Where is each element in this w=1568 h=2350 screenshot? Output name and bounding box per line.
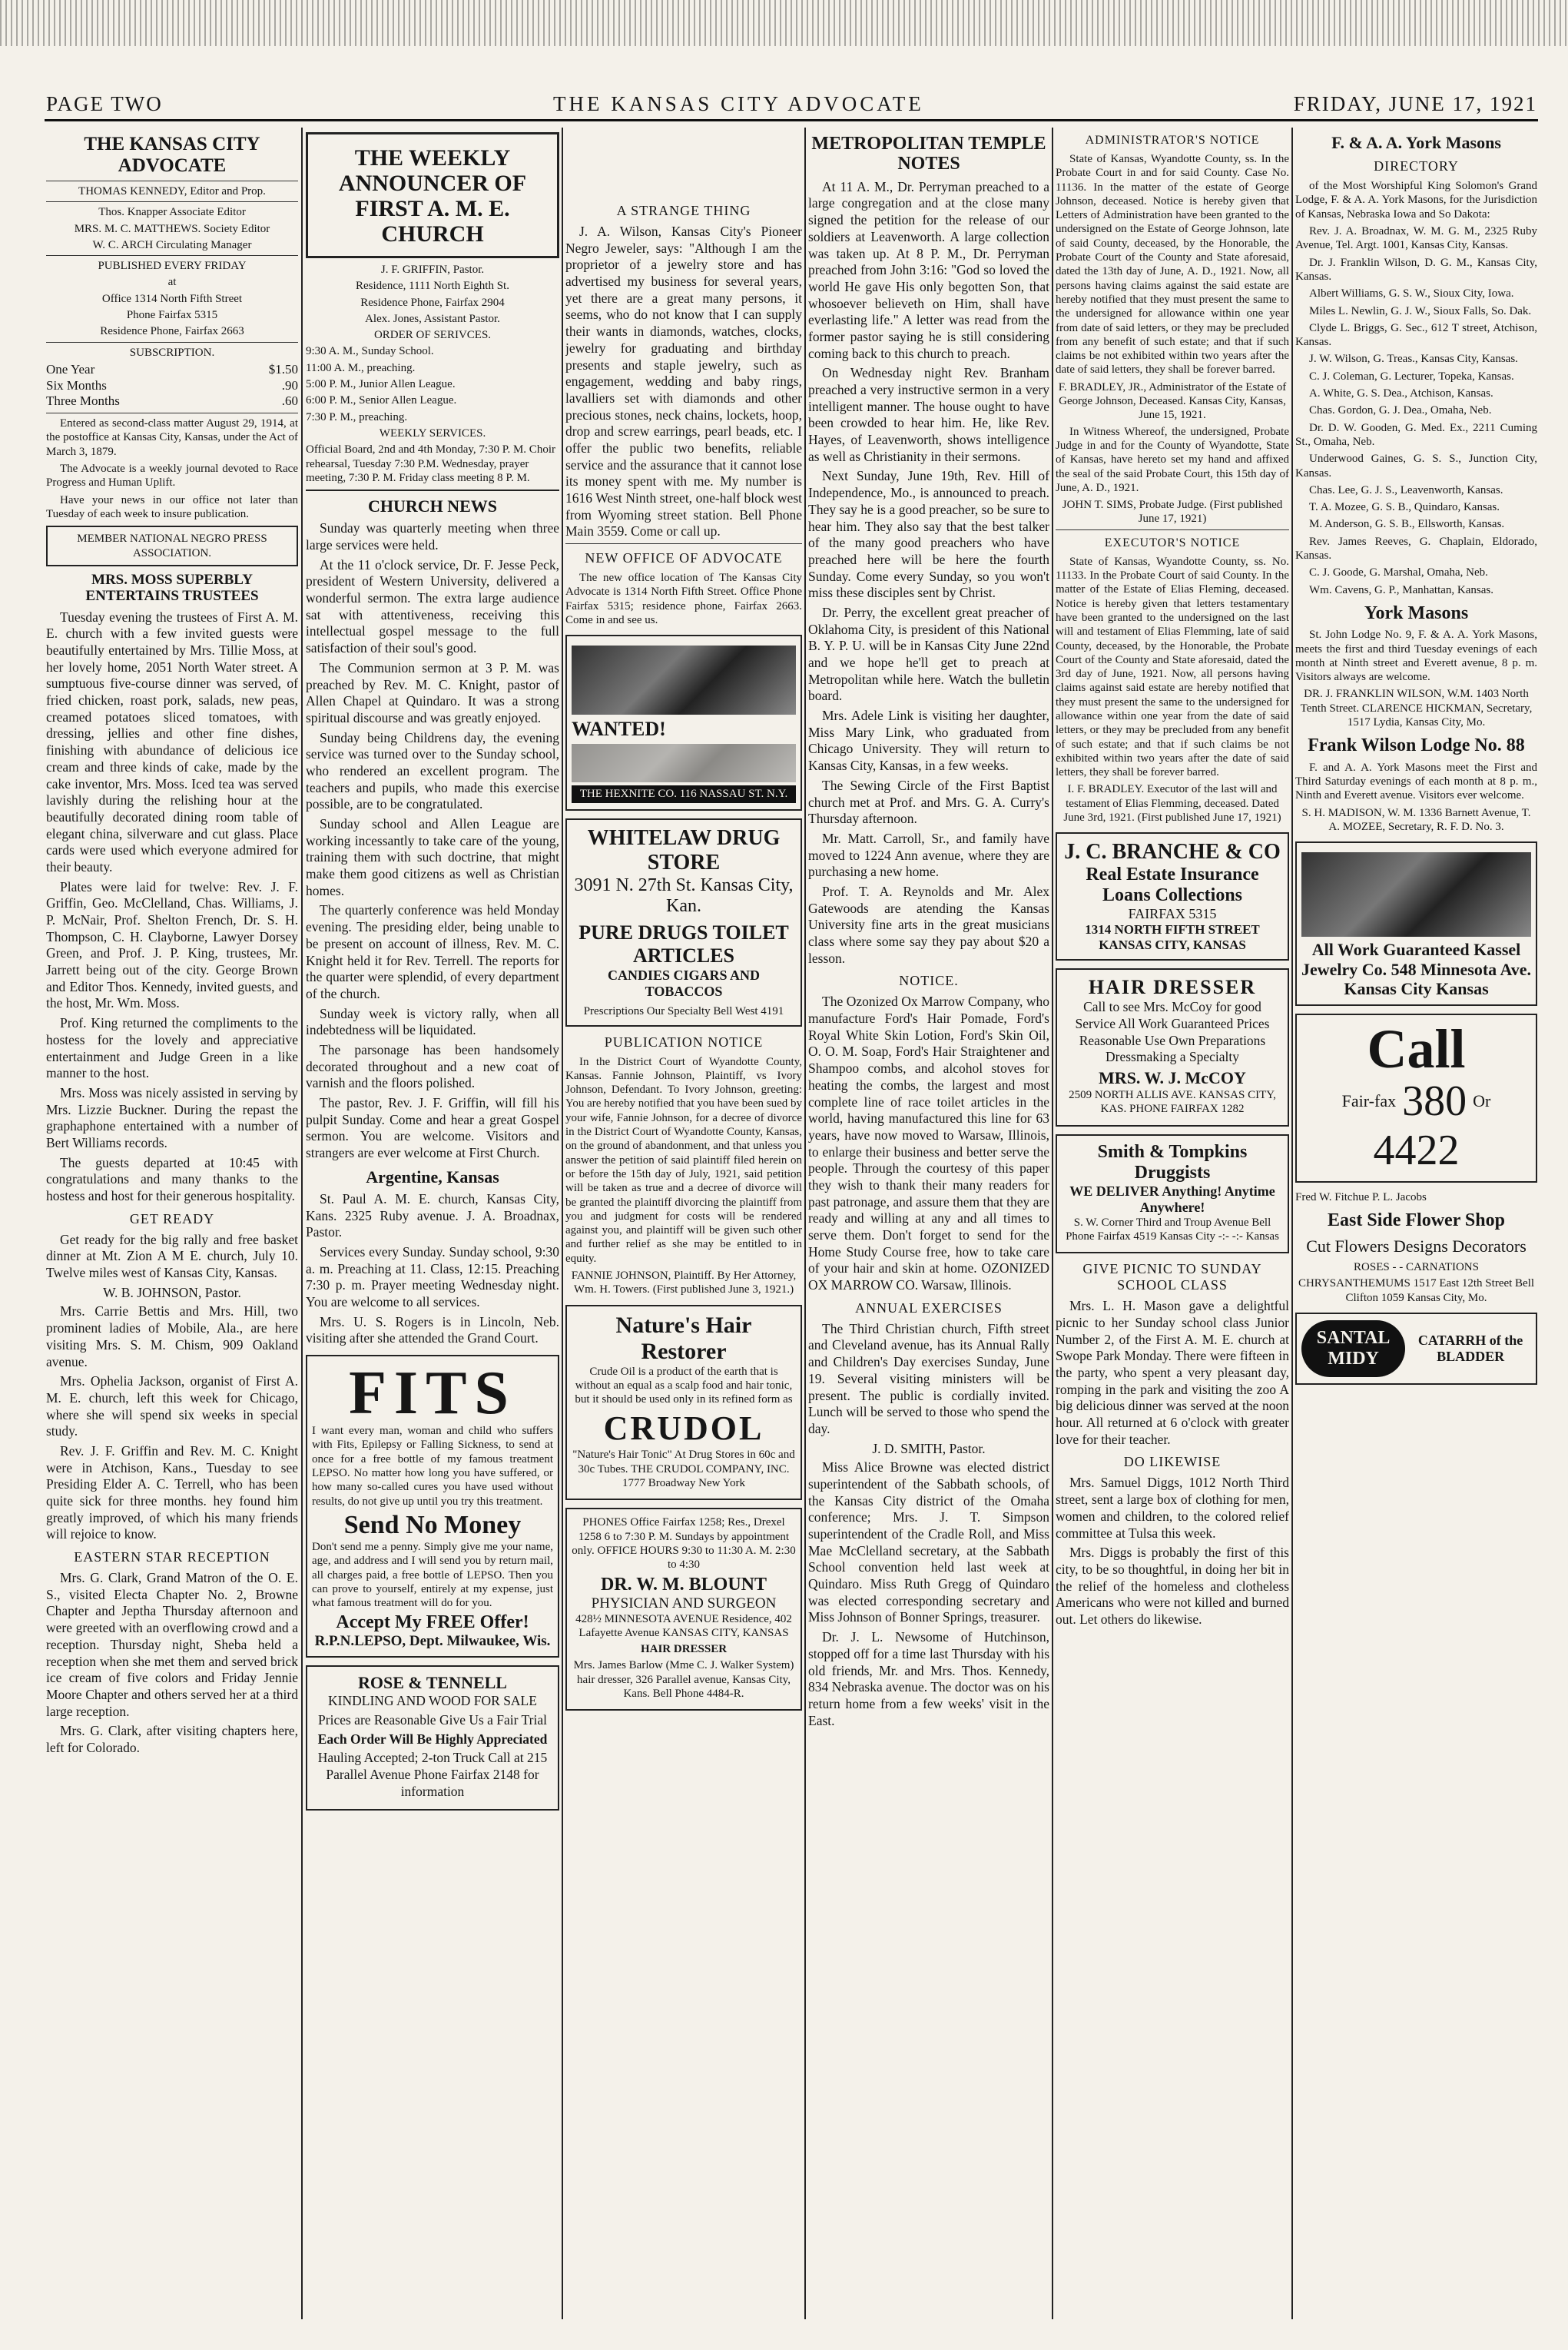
column-rule — [1291, 128, 1293, 2319]
legal-notice: In Witness Whereof, the undersigned, Probate Judge in and for the County of Wyandotte, State of Kansas, have hereto set my hand and affixed the seal of the said Probate Court, this 15th day of June, A. D., 1921. — [1056, 425, 1289, 494]
article-paragraph: The Communion sermon at 3 P. M. was preached by Rev. M. C. Knight, pastor of Allen Chapel at Quindaro. It was a strong spiritual discourse and was greatly enjoyed. — [306, 659, 559, 725]
article-heading: EXECUTOR'S NOTICE — [1104, 536, 1241, 549]
article-heading: METROPOLITAN TEMPLE NOTES — [811, 134, 1046, 174]
column-rule — [1052, 128, 1053, 2319]
article-paragraph: The Third Christian church, Fifth street and Cleveland avenue, has its Annual Rally and Children's Day exercises Sunday, June 19. Several visiting ministers will be present. The public is cordially invited. Lunch will be served to those who spend the day. — [808, 1320, 1049, 1436]
article-paragraph: Mrs. U. S. Rogers is in Lincoln, Neb. visiting after she attended the Grand Court. — [306, 1313, 559, 1346]
news-item: Mrs. Carrie Bettis and Mrs. Hill, two prominent ladies of Mobile, Ala., are here visiting Mrs. S. M. Chism, 909 Oakland avenue. — [46, 1303, 298, 1369]
entered-notice: Entered as second-class matter August 29, 1914, at the postoffice at Kansas City, Kansas, under the Act of March 3, 1879. — [46, 417, 298, 458]
hexnite-ad: WANTED! THE HEXNITE CO. 116 NASSAU ST. N.Y. — [565, 635, 802, 811]
article-heading: PUBLICATION NOTICE — [604, 1034, 764, 1050]
rose-tennell-ad: ROSE & TENNELL KINDLING AND WOOD FOR SALE Prices are Reasonable Give Us a Fair Trial Each Order Will Be Highly Appreciated Hauling Accepted; 2-ton Truck Call at 215 Parallel Avenue Phone Fairfax 2148 for information — [306, 1665, 559, 1810]
pastor-phone: Residence Phone, Fairfax 2904 — [360, 296, 505, 309]
column-rule — [301, 128, 303, 2319]
column-rule — [562, 128, 563, 2319]
news-deadline: Have your news in our office not later than Tuesday of each week to insure publication. — [46, 493, 298, 520]
header-rule — [45, 119, 1538, 121]
directory-item: Underwood Gaines, G. S. S., Junction City, Kansas. — [1295, 453, 1537, 480]
article-heading: ANNUAL EXERCISES — [855, 1299, 1003, 1316]
assistant-pastor: Alex. Jones, Assistant Pastor. — [365, 312, 500, 325]
directory-item: C. J. Coleman, G. Lecturer, Topeka, Kansas. — [1309, 370, 1514, 383]
signature: I. F. BRADLEY. Executor of the last will and testament of Elias Flemming, deceased. Dated June 3rd, 1921. (First published June 17, 1921) — [1063, 783, 1281, 825]
article-paragraph: Mrs. Adele Link is visiting her daughter, Miss Mary Link, who graduated from Chicago University. They will return to Kansas City, Kansas, in a few weeks. — [808, 708, 1049, 774]
article-paragraph: St. John Lodge No. 9, F. & A. A. York Masons, meets the first and third Tuesday evenings of each month at Ninth street and Everett avenue, 8 p. m. Visitors always are welcome. — [1295, 629, 1537, 684]
directory-item: Dr. J. Franklin Wilson, D. G. M., Kansas City, Kansas. — [1295, 256, 1537, 283]
article-heading: Frank Wilson Lodge No. 88 — [1308, 735, 1525, 756]
article-paragraph: J. A. Wilson, Kansas City's Pioneer Negro Jeweler, says: "Although I am the proprietor of a jewelry store and has advertised my business for several years, yet there are a great many persons, it seems, who do not know that I can supply their wants in diamonds, watches, clocks, jewelry for graduating and birthday presents and staple jewelry, such as engagement, wedding and baby rings, lavalliers set with diamonds and other precious stones, neck chains, lockets, hoop, drop and screw earrings, pearl beads, etc. I offer the public two benefits, reliable service and the assurance that it cannot lose its money spent with me. My number is 1616 West Ninth street, one-half block west from Wyoming street station. Bell Phone Main 3559. Come or call up. — [565, 224, 802, 539]
article-paragraph: The quarterly conference was held Monday evening. The presiding elder, being unable to be present on account of illness, Rev. M. C. Knight held it for Rev. Terrell. The reports for the quarter were splendid, of every department of the church. — [306, 902, 559, 1001]
directory-item: Chas. Gordon, G. J. Dea., Omaha, Neb. — [1309, 404, 1492, 417]
column-2 — [306, 128, 559, 2319]
paper-title: THE KANSAS CITY ADVOCATE — [553, 92, 924, 115]
article-paragraph: The pastor, Rev. J. F. Griffin, will fill his pulpit Sunday. Come and hear a great Gospel sermon. You are welcome. Visitors and strangers are ever welcome at First Church. — [306, 1095, 559, 1161]
directory-item: Wm. Cavens, G. P., Manhattan, Kansas. — [1309, 583, 1493, 596]
subscription-row: One Year $1.50 — [46, 361, 298, 377]
article-paragraph: Miss Alice Browne was elected district superintendent of the Sabbath schools, of the Kansas City district of the Omaha conference; Mrs. J. T. Simpson superintendent of the Cradle Roll, and Miss Mae McClelland secretary, at the Sabbath School convention held last week at Quindaro. Miss Ruth Gregg of Quindaro was elected corresponding secretary and Miss Johnson of Bonner Springs, treasurer. — [808, 1459, 1049, 1625]
article-paragraph: Get ready for the big rally and free basket dinner at Mt. Zion A M E. church, July 10. Twelve miles west of Kansas City, Kansas. — [46, 1231, 298, 1281]
article-heading: DO LIKEWISE — [1123, 1454, 1222, 1470]
legal-notice: State of Kansas, Wyandotte County, ss. No. 11133. In the Probate Court of said County. In the matter of the Estate of Elias Fleming, deceased. Notice is hereby given that letters testamentary have been granted to the undersigned on the last will and testament of Elias Flemming, late of said County, deceased, by the Honorable, the Probate Court of the County and State aforesaid, dated the 3rd day of June, 1921. Now, all persons having claims against said estate are hereby notified that they must present the same to the undersigned for allowance within one year from the date of said letters, or they may be precluded from any benefit of such estate; and that if such claims be not exhibited within two years after the date of said letters, they shall be forever barred. — [1056, 555, 1289, 779]
article-paragraph: Dr. J. L. Newsome of Hutchinson, stopped off for a time last Thursday with his old friends, Mr. and Mrs. Thos. Kennedy, 834 Nebraska avenue. The doctor was on his return home from a few weeks' visit in the East. — [808, 1629, 1049, 1728]
announcer-banner: THE WEEKLY ANNOUNCER OF FIRST A. M. E. CHURCH — [306, 132, 559, 258]
published: PUBLISHED EVERY FRIDAY — [98, 260, 247, 273]
column-3 — [565, 128, 802, 2319]
article-paragraph: At the 11 o'clock service, Dr. F. Jesse Peck, president of Western University, delivered a wonderful sermon. The extra large audience sat with attentiveness, receiving this intellectual gospel message to the full satisfaction of their soul's good. — [306, 556, 559, 656]
article-paragraph: Tuesday evening the trustees of First A. M. E. church with a few invited guests were beautifully entertained by Mrs. Tillie Moss, at her lovely home, 2051 North Water street. A sumptuous five-course dinner was served, of fried chicken, roast pork, salads, new peas, creamed potatoes sliced tomatoes, with dressing, jellies and other fine dishes, finishing with abundance of delicious ice cream and three kinds of cake, made by the cake inventor, Mrs. Moss. Iced tea was served lavishly during the relishing hour at the beautifully decorated dining room table of elegant china, silverware and cut glass. Place cards were used which everyone admired for their beauty. — [46, 609, 298, 875]
directory-item: Clyde L. Briggs, G. Sec., 612 T street, Atchison, Kansas. — [1295, 321, 1537, 349]
society-editor: MRS. M. C. MATTHEWS. Society Editor — [74, 222, 270, 235]
article-paragraph: The parsonage has been handsomely decorated throughout and a new coat of varnish and the floors polished. — [306, 1041, 559, 1091]
article-paragraph: Mrs. G. Clark, Grand Matron of the O. E. S., visited Electa Chapter No. 2, Browne Chapter and Jeptha Thursday afternoon and were greeted with an overflowing crowd and a reception. Thursday night, Sheba held a reception when she met them and served brick ice cream of five colors and Friday Jennie Moore Chapter and others served her at a third large reception. — [46, 1570, 298, 1719]
fits-ad: FITS I want every man, woman and child who suffers with Fits, Epilepsy or Falling Sickness, to send at once for a free bottle of my famous treatment LEPSO. No matter how long you have suffered, or how many so-called cures you have used without results, do not give up until you try this treatment. Send No Money Don't send me a penny. Simply give me your name, age, and address and I will send you by return mail, all charges paid, a free bottle of LEPSO. Then you can prove to yourself, entirely at my expense, just what famous treatment will do for you. Accept My FREE Offer! R.P.N.LEPSO, Dept. Milwaukee, Wis. — [306, 1355, 559, 1658]
directory-item: C. J. Goode, G. Marshal, Omaha, Neb. — [1309, 566, 1488, 579]
directory-item: Rev. J. A. Broadnax, W. M. G. M., 2325 Ruby Avenue, Tel. Argt. 1001, Kansas City, Kansas. — [1295, 225, 1537, 252]
weekly-services: Official Board, 2nd and 4th Monday, 7:30 P. M. Choir rehearsal, Tuesday 7:30 P.M. Wednesday, prayer meeting, 7:30 P. M. Friday class meeting 8 P. M. — [306, 443, 555, 484]
office: Office 1314 North Fifth Street — [101, 292, 243, 305]
branche-ad: J. C. BRANCHE & CO Real Estate Insurance Loans Collections FAIRFAX 5315 1314 NORTH FIFTH STREET KANSAS CITY, KANSAS — [1056, 832, 1289, 961]
subscription-row: Three Months .60 — [46, 393, 298, 409]
directory-item: J. W. Wilson, G. Treas., Kansas City, Kansas. — [1309, 353, 1518, 366]
article-paragraph: The Ozonized Ox Marrow Company, who manufacture Ford's Hair Pomade, Ford's Royal White Skin Lotion, Ford's Skin Oil, O. O. M. Soap, Ford's Hair Straightener and Shampoo combs, and alcohol stoves for heating the combs, the largest and most complete line of race toilet articles in the world, having manufactured this line for 63 years, have now moved to Warsaw, Illinois, to enlarge their business and better serve the people. Through the courtesy of this paper they wish to thank their many readers for past patronage, and assure them that they are ready and willing at any and all times to serve them. Don't forget to send for the Home Study Course free, how to take care of your hair and skin at home. OZONIZED OX MARROW CO. Warsaw, Illinois. — [808, 994, 1049, 1293]
editor: THOMAS KENNEDY, Editor and Prop. — [78, 185, 266, 197]
directory-item: M. Anderson, G. S. B., Ellsworth, Kansas. — [1309, 518, 1505, 531]
directory-item: Dr. D. W. Gooden, G. Med. Ex., 2211 Cuming St., Omaha, Neb. — [1295, 421, 1537, 448]
pastor-residence: Residence, 1111 North Eighth St. — [356, 280, 509, 293]
assoc-editor: Thos. Knapper Associate Editor — [98, 206, 246, 219]
service-item: 5:00 P. M., Junior Allen League. — [306, 378, 456, 391]
blount-ad: PHONES Office Fairfax 1258; Res., Drexel 1258 6 to 7:30 P. M. Sundays by appointment only. OFFICE HOURS 9:30 to 11:30 A. M. 2:30 to 4:30 DR. W. M. BLOUNT PHYSICIAN AND SURGEON 428½ MINNESOTA AVENUE Residence, 402 Lafayette Avenue KANSAS CITY, KANSAS HAIR DRESSER Mrs. James Barlow (Mme C. J. Walker System) hair dresser, 326 Parallel avenue, Kansas City, Kans. Bell Phone 4484-R. — [565, 1508, 802, 1711]
whitelaw-drug-ad: WHITELAW DRUG STORE 3091 N. 27th St. Kansas City, Kan. PURE DRUGS TOILET ARTICLES CANDIES CIGARS AND TOBACCOS Prescriptions Our Specialty Bell West 4191 — [565, 818, 802, 1026]
crudol-ad: Nature's Hair Restorer Crude Oil is a product of the earth that is without an equal as a scalp food and hair tonic, but it should be used only in its refined form as CRUDOL "Nature's Hair Tonic" At Drug Stores in 60c and 30c Tubes. THE CRUDOL COMPANY, INC. 1777 Broadway New York — [565, 1305, 802, 1501]
service-item: 6:00 P. M., Senior Allen League. — [306, 394, 457, 407]
directory-item: Albert Williams, G. S. W., Sioux City, Iowa. — [1309, 287, 1514, 300]
kassel-jewelry-ad: All Work Guaranteed Kassel Jewelry Co. 548 Minnesota Ave. Kansas City Kansas — [1295, 841, 1537, 1006]
article-paragraph: Prof. T. A. Reynolds and Mr. Alex Gatewoods are atending the Kansas University fine arts in the great musicians class where some say they pay about $20 a lesson. — [808, 883, 1049, 966]
legal-notice: In the District Court of Wyandotte County, Kansas. Fannie Johnson, Plaintiff, vs Ivory Johnson, Defendant. To Ivory Johnson, greeting: You are hereby notified that you have been sued by your wife, Fannie Johnson, for a decree of divorce in the District Court of Wyandotte County, Kansas, on the ground of abandonment, and that unless you answer the petition of said plaintiff filed herein on or before the 15th day of July, 1921, said petition will be taken as true and a decree of divorce will be granted the plaintiff divorcing the plaintiff from you and judgment for costs will be rendered against you, and plaintiff will be given such other and further relief as she may be entitled to in equity. — [565, 1055, 802, 1265]
article-heading: GIVE PICNIC TO SUNDAY SCHOOL CLASS — [1082, 1261, 1262, 1293]
article-paragraph: Sunday was quarterly meeting when three large services were held. — [306, 520, 559, 553]
santal-midy-ad: SANTAL MIDY CATARRH of the BLADDER — [1295, 1313, 1537, 1385]
residence-phone: Residence Phone, Fairfax 2663 — [100, 325, 244, 338]
article-heading: F. & A. A. York Masons — [1331, 133, 1501, 152]
issue-date: FRIDAY, JUNE 17, 1921 — [1293, 92, 1537, 115]
directory-item: Rev. James Reeves, G. Chaplain, Eldorado, Kansas. — [1295, 535, 1537, 563]
flower-shop: East Side Flower Shop — [1328, 1210, 1505, 1231]
signature: DR. J. FRANKLIN WILSON, W.M. 1403 North Tenth Street. CLARENCE HICKMAN, Secretary, 1517 Lydia, Kansas City, Mo. — [1300, 688, 1533, 729]
directory-heading: DIRECTORY — [1374, 158, 1459, 174]
article-paragraph: Plates were laid for twelve: Rev. J. F. Griffin, Geo. McClelland, Chas. Williams, J. P. McNair, Prof. Shelton French, Dr. S. H. Thompson, C. H. Clayborne, Lawyer Dorsey Green, and Prof. J. P. King, trustees, Mr. Jarrett being out of the city. George Brown and Editor Thos. Kennedy, invited guests, and the host, Mr. Wm. Moss. — [46, 878, 298, 1011]
article-heading: MRS. MOSS SUPERBLY ENTERTAINS TRUSTEES — [85, 571, 259, 604]
signature: S. H. MADISON, W. M. 1336 Barnett Avenue, T. A. MOZEE, Secretary, R. F. D. No. 3. — [1301, 806, 1531, 833]
directory-intro: of the Most Worshipful King Solomon's Grand Lodge, F. & A. A. York Masons, for the Jurisdiction of Kansas, Nebraska Iowa and So Dakota: — [1295, 180, 1537, 221]
article-paragraph: The new office location of The Kansas City Advocate is 1314 North Fifth Street. Office Phone Fairfax 5315; residence phone, Fairfax 2663. Come in and see us. — [565, 572, 802, 626]
column-4 — [808, 128, 1049, 2319]
signature: F. BRADLEY, JR., Administrator of the Estate of George Johnson, Deceased. Kansas City, Kansas, June 15, 1921. — [1058, 380, 1287, 422]
article-paragraph: The Sewing Circle of the First Baptist church met at Prof. and Mrs. G. A. Curry's Thursday afternoon. — [808, 777, 1049, 827]
article-paragraph: Dr. Perry, the excellent great preacher of Oklahoma City, is president of this National B. Y. P. U. will be in Kansas City June 22nd and we hope he'll get to preach at Metropolitan while here. Watch the bulletin board. — [808, 604, 1049, 704]
article-paragraph: Sunday week is victory rally, when all indebtedness will be liquidated. — [306, 1005, 559, 1038]
article-heading: GET READY — [129, 1210, 215, 1226]
pastor: J. F. GRIFFIN, Pastor. — [380, 264, 485, 276]
signature: J. D. SMITH, Pastor. — [872, 1440, 986, 1456]
legal-notice: State of Kansas, Wyandotte County, ss. In the Probate Court in and for said County. Case No. 11136. In the matter of the estate of George Johnson, deceased. Notice is hereby given that Letters of Administration have been granted to the undersigned on the Estate of George Johnson, late of said County, deceased, by the Honorable, the Probate Court of the County and State aforesaid, dated the 13th day of June, A. D., 1921. Now, all persons having claims against the said estate are hereby notified that they must present the same to the undersigned for allowance within one year from date of said letters, or they may be precluded from any benefit of such estate; and that if such claims be not exhibited within two years after the date of said letters, they shall be forever barred. — [1056, 153, 1289, 377]
flower-names: Fred W. Fitchue P. L. Jacobs — [1295, 1191, 1427, 1204]
flower-items: ROSES - - CARNATIONS — [1354, 1261, 1479, 1274]
devoted-notice: The Advocate is a weekly journal devoted to Race Progress and Human Uplift. — [46, 463, 298, 490]
circulation-manager: W. C. ARCH Circulating Manager — [92, 238, 252, 251]
flower-address: CHRYSANTHEMUMS 1517 East 12th Street Bell Clifton 1059 Kansas City, Mo. — [1298, 1277, 1535, 1304]
subscription-row: Six Months .90 — [46, 377, 298, 393]
service-item: 9:30 A. M., Sunday School. — [306, 345, 434, 358]
article-paragraph: Mr. Matt. Carroll, Sr., and family have moved to 1224 Ann avenue, where they are purchasing a new home. — [808, 830, 1049, 880]
office-phone: Phone Fairfax 5315 — [126, 309, 218, 322]
weekly-heading: WEEKLY SERVICES. — [379, 427, 486, 440]
order-heading: ORDER OF SERIVCES. — [373, 329, 492, 342]
article-paragraph: Sunday being Childrens day, the evening service was turned over to the Sunday school, who rendered an excellent program. The teachers and pupils, who made this exercise possible, are to be congratulated. — [306, 729, 559, 812]
news-item: Rev. J. F. Griffin and Rev. M. C. Knight were in Atchison, Kans., Tuesday to see Presiding Elder A. C. Terrell, who has been quite sick for three months. hey found him greatly improved, of which his many friends will rejoice to know. — [46, 1442, 298, 1542]
smith-tompkins-ad: Smith & Tompkins Druggists WE DELIVER Anything! Anytime Anywhere! S. W. Corner Third and Troup Avenue Bell Phone Fairfax 4519 Kansas City -:- -:- Kansas — [1056, 1134, 1289, 1254]
member-badge: MEMBER NATIONAL NEGRO PRESS ASSOCIATION. — [46, 526, 298, 566]
article-paragraph: Mrs. Samuel Diggs, 1012 North Third street, sent a large box of clothing for men, women and children, to the colored relief committee at Tulsa this week. — [1056, 1475, 1289, 1541]
article-paragraph: Services every Sunday. Sunday school, 9:30 a. m. Preaching at 11. Class, 12:15. Preaching 7:30 p. m. Prayer meeting Wednesday night. You are welcome to all services. — [306, 1244, 559, 1310]
subscription-heading: SUBSCRIPTION. — [129, 346, 215, 359]
jewelry-illustration — [1301, 852, 1531, 937]
church-news-heading: CHURCH NEWS — [367, 496, 498, 516]
article-paragraph: St. Paul A. M. E. church, Kansas City, Kans. 2325 Ruby avenue. J. A. Broadnax, Pastor. — [306, 1190, 559, 1240]
article-heading: A STRANGE THING — [616, 203, 751, 218]
column-6 — [1295, 128, 1537, 2319]
masthead-noise — [0, 0, 1568, 91]
published-at: at — [167, 276, 177, 289]
service-item: 11:00 A. M., preaching. — [306, 361, 416, 374]
argentine-heading: Argentine, Kansas — [366, 1167, 499, 1187]
directory-item: Chas. Lee, G. J. S., Leavenworth, Kansas. — [1309, 483, 1503, 496]
masthead-title: THE KANSAS CITY ADVOCATE — [84, 134, 260, 176]
article-paragraph: Mrs. G. Clark, after visiting chapters here, left for Colorado. — [46, 1723, 298, 1755]
article-heading: EASTERN STAR RECEPTION — [74, 1549, 270, 1565]
article-paragraph: On Wednesday night Rev. Branham preached a very instructive sermon in a very intelligent manner. The house ought to have been crowded to hear him. He, like Rev. Hayes, of Leavenworth, shows intelligence as well as Christianity in their sermons. — [808, 365, 1049, 464]
article-heading: ADMINISTRATOR'S NOTICE — [1085, 134, 1260, 147]
service-item: 7:30 P. M., preaching. — [306, 410, 408, 423]
article-paragraph: Prof. King returned the compliments to the hostess for the lovely and appreciative entertainment and Judge Green in a like manner to the host. — [46, 1015, 298, 1081]
article-paragraph: F. and A. A. York Masons meet the First and Third Saturday evenings of each month at 8 p. m., Ninth and Everett avenue. Visitors ever welcome. — [1295, 761, 1537, 802]
directory-item: Miles L. Newlin, G. J. W., Sioux Falls, So. Dak. — [1309, 304, 1532, 317]
article-paragraph: Mrs. Moss was nicely assisted in serving by Mrs. Lizzie Buckner. During the repast the graphaphone entertained with a number of Bert Williams records. — [46, 1084, 298, 1150]
news-item: Mrs. Ophelia Jackson, organist of First A. M. E. church, left this week for Chicago, where she will spend six weeks in special study. — [46, 1373, 298, 1439]
directory-item: T. A. Mozee, G. S. B., Quindaro, Kansas. — [1309, 501, 1500, 514]
column-rule — [804, 128, 806, 2319]
article-heading: NEW OFFICE OF ADVOCATE — [585, 550, 783, 566]
call-ad: Call Fair-fax 380 Or 4422 — [1295, 1014, 1537, 1183]
column-1 — [46, 128, 298, 2319]
page-number: PAGE TWO — [46, 92, 163, 115]
flower-services: Cut Flowers Designs Decorators — [1306, 1236, 1527, 1256]
article-paragraph: Sunday school and Allen League are working incessantly to take care of the young, training them with such doctrine, that might make them good citizens as well as Christian homes. — [306, 816, 559, 898]
signature: JOHN T. SIMS, Probate Judge. (First published June 17, 1921) — [1062, 499, 1283, 526]
article-heading: NOTICE. — [899, 973, 959, 989]
signature: W. B. JOHNSON, Pastor. — [103, 1284, 241, 1300]
article-paragraph: The guests departed at 10:45 with congratulations and many thanks to the hostess and host for their generous hospitality. — [46, 1154, 298, 1203]
directory-item: A. White, G. S. Dea., Atchison, Kansas. — [1309, 387, 1493, 400]
mccoy-ad: HAIR DRESSER Call to see Mrs. McCoy for good Service All Work Guaranteed Prices Reasonable Use Own Preparations Dressmaking a Specialty MRS. W. J. McCOY 2509 NORTH ALLIS AVE. KANSAS CITY, KAS. PHONE FAIRFAX 1282 — [1056, 968, 1289, 1126]
article-paragraph: Mrs. Diggs is probably the first of this city, to be so thoughtful, in doing her bit in the relief of the homeless and clotheless Americans who were not killed and burned out. Let others do likewise. — [1056, 1545, 1289, 1627]
article-heading: York Masons — [1364, 602, 1469, 623]
article-paragraph: At 11 A. M., Dr. Perryman preached to a large congregation and at the close many signed the petition for the release of our soldiers at Leavenworth. A large collection was taken up. At 8 P. M., Dr. Perryman preached from John 3:16: "God so loved the world He gave His only begotten Son, that whosoever believeth on Him, shall have everlasting life." A letter was read from the former pastor saying he is still considering coming back to this church to preach. — [808, 178, 1049, 361]
article-paragraph: Mrs. L. H. Mason gave a delightful picnic to her Sunday school class Junior Number 2, of the First A. M. E. church at Swope Park Monday. There were fifteen in the party, who spent a very pleasant day, romping in the park and visiting the zoo A big delicious dinner was served at the noon hour. All returned at 6 o'clock with greater love for their teacher. — [1056, 1298, 1289, 1447]
ring-illustration — [572, 646, 796, 715]
column-5 — [1056, 128, 1289, 2319]
article-paragraph: Next Sunday, June 19th, Rev. Hill of Independence, Mo., is announced to preach. They say he is a good preacher, so be sure to hear him. They also say that the best talker of the many good preachers who have preached here will be here the fourth Sunday. Come every Sunday, so you won't miss these disciples sent by Christ. — [808, 468, 1049, 601]
signature: FANNIE JOHNSON, Plaintiff. By Her Attorney, Wm. H. Towers. (First published June 3, 1921.) — [571, 1270, 797, 1296]
